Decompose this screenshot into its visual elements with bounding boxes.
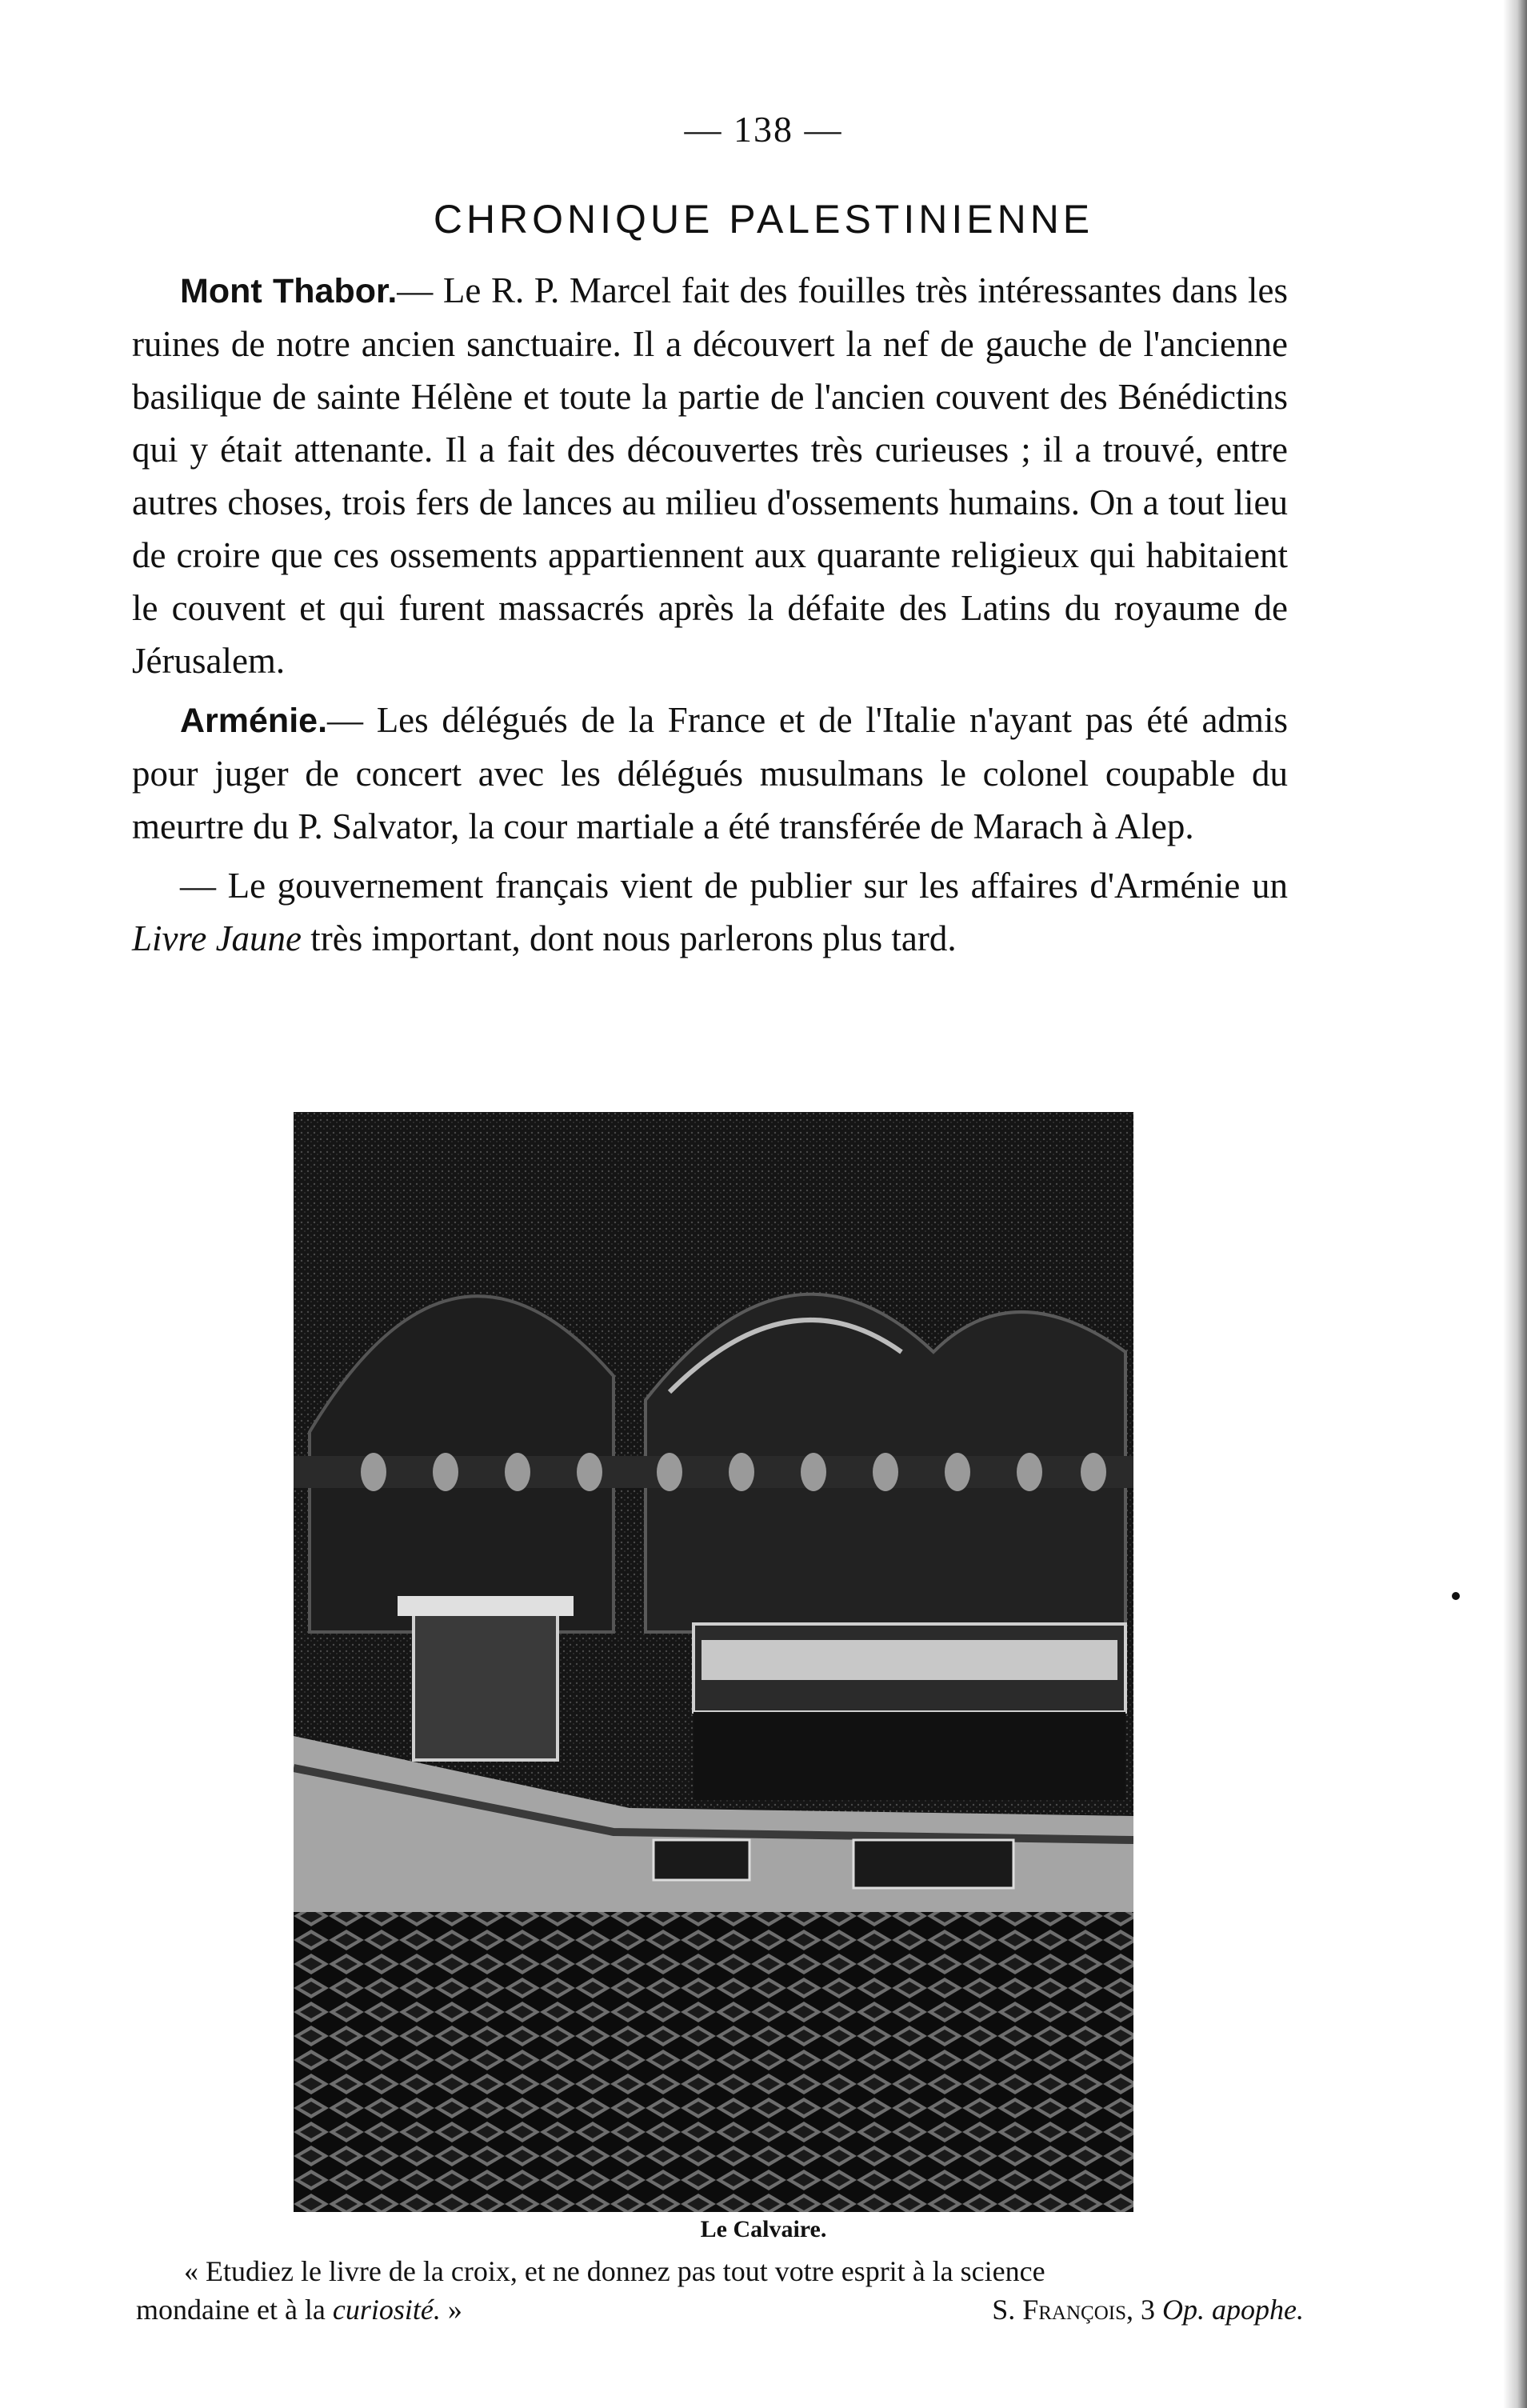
quote-line: « Etudiez le livre de la croix, et ne donnez pas tout votre esprit à la science (184, 2255, 1045, 2287)
engraving-image (294, 1112, 1133, 2212)
article-body (132, 264, 1288, 971)
figure-caption: Le Calvaire. (700, 2216, 827, 2242)
paragraph-text: très important, dont nous parlerons plus tard. (302, 918, 957, 958)
book-title: Livre Jaune (132, 918, 302, 958)
page-edge-shadow (1503, 0, 1527, 2408)
quote-italic-word: curiosité. (332, 2294, 441, 2326)
section-heading-mont-thabor: Mont Thabor. (180, 272, 398, 310)
paragraph-livre-jaune (132, 859, 1288, 965)
speck-mark (1452, 1592, 1460, 1600)
attribution-ref: , 3 (1126, 2294, 1163, 2326)
paragraph-text: — Le R. P. Marcel fait des fouilles très intéressantes dans les ruines de notre ancien sanctuaire. Il a découvert la nef de gauche de l'ancienne basilique de sainte Hélène et toute la partie de l'ancien couvent des Bénédictins qui y était attenante. Il a fait des découvertes très curieuses ; il a trouvé, entre autres choses, trois fers de lances au milieu d'ossements humains. On a tout lieu de croire que ces ossements appartiennent aux quarante religieux qui habitaient le couvent et qui furent massacrés après la défaite des Latins du royaume de Jérusalem. (132, 270, 1289, 681)
quote-line-end (136, 2290, 462, 2329)
quote-attribution (992, 2290, 1304, 2329)
page-title: CHRONIQUE PALESTINIENNE (433, 197, 1094, 242)
engraving-calvary-illustration (294, 1112, 1133, 2212)
attribution-name: S. François (992, 2294, 1127, 2326)
attribution-ref-italic: Op. apophe. (1162, 2294, 1304, 2326)
section-heading-armenie: Arménie. (180, 702, 328, 740)
quote-line (136, 2290, 1304, 2329)
quote-close: » (440, 2294, 462, 2326)
quote-text: mondaine et à la (136, 2294, 333, 2326)
paragraph-armenie (132, 694, 1288, 853)
epigraph-quote (136, 2252, 1304, 2329)
paragraph-mont-thabor (132, 264, 1288, 687)
paragraph-text: — Les délégués de la France et de l'Italie n'ayant pas été admis pour juger de concert avec les délégués musulmans le colonel coupable du meurtre du P. Salvator, la cour martiale a été transférée de Marach à Alep. (132, 700, 1288, 846)
paragraph-text: — Le gouvernement français vient de publier sur les affaires d'Arménie un (180, 866, 1288, 906)
page-number: — 138 — (684, 109, 843, 150)
